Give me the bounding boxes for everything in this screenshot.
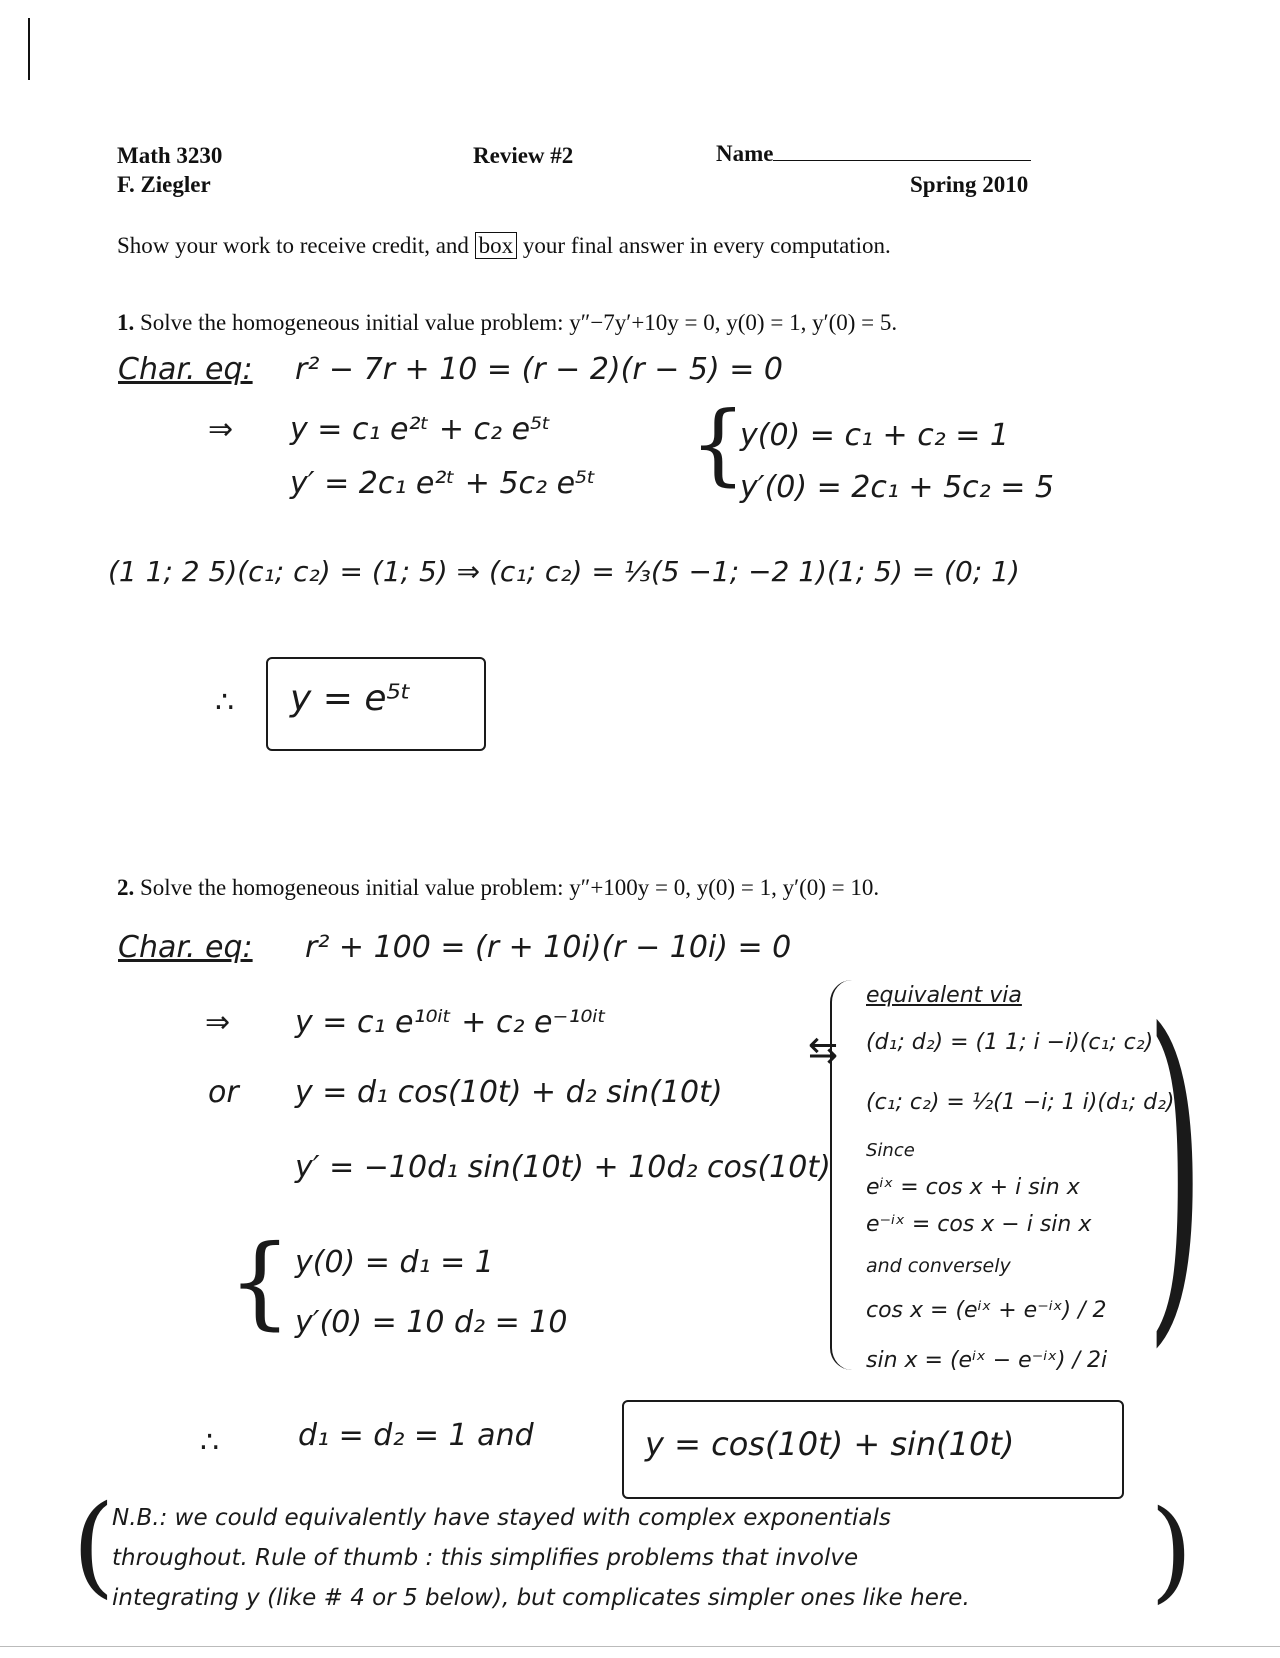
problem-1-char-label: Char. eq: xyxy=(118,352,253,387)
problem-2-text: Solve the homogeneous initial value problem: y″+100y = 0, y(0) = 1, y′(0) = 10. xyxy=(140,875,880,900)
problem-2-char-label: Char. eq: xyxy=(118,930,253,965)
problem-1-matrix-solution: (1 1; 2 5)(c₁; c₂) = (1; 5) ⇒ (c₁; c₂) = ⅓(5 −1; −2 1)(1; 5) = (0; 1) xyxy=(108,555,1020,588)
note-left-paren: ( xyxy=(72,1481,115,1609)
problem-2-side-euler1: eⁱˣ = cos x + i sin x xyxy=(866,1175,1080,1200)
problem-2-complex-solution: y = c₁ e¹⁰ⁱᵗ + c₂ e⁻¹⁰ⁱᵗ xyxy=(295,1005,607,1040)
term-label: Spring 2010 xyxy=(910,172,1029,197)
problem-1-ic2: y′(0) = 2c₁ + 5c₂ = 5 xyxy=(740,470,1054,505)
problem-2-side-title: equivalent via xyxy=(866,983,1022,1008)
problem-2-side-eq2: (c₁; c₂) = ½(1 −i; 1 i)(d₁; d₂) xyxy=(866,1090,1175,1115)
problem-2-answer: y = cos(10t) + sin(10t) xyxy=(645,1425,1015,1463)
problem-1-text: Solve the homogeneous initial value problem: y″−7y′+10y = 0, y(0) = 1, y′(0) = 5. xyxy=(140,310,898,335)
problem-2-real-solution: y = d₁ cos(10t) + d₂ sin(10t) xyxy=(295,1075,723,1110)
problem-1-char-eq: r² − 7r + 10 = (r − 2)(r − 5) = 0 xyxy=(295,352,783,387)
problem-1-prompt xyxy=(117,310,897,336)
problem-2-implies-arrow: ⇒ xyxy=(205,1005,231,1040)
problem-1-ic1: y(0) = c₁ + c₂ = 1 xyxy=(740,418,1010,453)
problem-2-side-since: Since xyxy=(866,1140,915,1161)
instructions-boxed-word: box xyxy=(475,232,518,259)
problem-2-ic2: y′(0) = 10 d₂ = 10 xyxy=(295,1305,568,1340)
problem-2-equiv-arrow: ⇆ xyxy=(808,1030,839,1071)
problem-1-derivative: y′ = 2c₁ e²ᵗ + 5c₂ e⁵ᵗ xyxy=(290,466,596,501)
problem-2-side-euler2: e⁻ⁱˣ = cos x − i sin x xyxy=(866,1212,1092,1237)
review-title: Review #2 xyxy=(473,143,574,168)
problem-2-side-right-paren: ) xyxy=(1146,961,1205,1379)
problem-2-side-conversely: and conversely xyxy=(866,1255,1011,1277)
problem-2-therefore: ∴ xyxy=(200,1425,220,1460)
problem-2-char-eq: r² + 100 = (r + 10i)(r − 10i) = 0 xyxy=(305,930,792,965)
problem-2-derivative: y′ = −10d₁ sin(10t) + 10d₂ cos(10t) xyxy=(295,1150,831,1185)
course-label: Math 3230 xyxy=(117,143,223,168)
problem-2-prompt xyxy=(117,875,879,901)
instructions-after: your final answer in every computation. xyxy=(522,233,891,258)
name-label: Name xyxy=(716,141,774,166)
instructions-before: Show your work to receive credit, and xyxy=(117,233,469,258)
problem-2-side-cos-def: cos x = (eⁱˣ + e⁻ⁱˣ) / 2 xyxy=(866,1298,1107,1323)
problem-2-side-eq1: (d₁; d₂) = (1 1; i −i)(c₁; c₂) xyxy=(866,1030,1154,1055)
problem-2-ic1: y(0) = d₁ = 1 xyxy=(295,1245,494,1280)
page-bottom-rule xyxy=(0,1646,1280,1647)
problem-1-therefore: ∴ xyxy=(215,685,235,720)
problem-1-answer: y = e⁵ᵗ xyxy=(290,678,412,719)
problem-2-number: 2. xyxy=(117,875,135,900)
name-field xyxy=(716,141,1031,167)
note-line-2: throughout. Rule of thumb : this simplifies problems that involve xyxy=(112,1545,859,1571)
name-blank-line xyxy=(773,142,1031,161)
problem-1-number: 1. xyxy=(117,310,135,335)
margin-mark xyxy=(28,18,30,80)
problem-2-system-brace: { xyxy=(228,1223,292,1340)
note-right-paren: ) xyxy=(1150,1486,1193,1614)
problem-2-side-sin-def: sin x = (eⁱˣ − e⁻ⁱˣ) / 2i xyxy=(866,1348,1108,1373)
problem-2-conclusion: d₁ = d₂ = 1 and xyxy=(298,1418,534,1453)
problem-2-or-label: or xyxy=(208,1075,239,1110)
instructor-label: F. Ziegler xyxy=(117,172,211,197)
problem-1-implies-arrow: ⇒ xyxy=(208,412,234,447)
problem-1-general-solution: y = c₁ e²ᵗ + c₂ e⁵ᵗ xyxy=(290,412,551,447)
instructions xyxy=(117,233,891,259)
note-line-1: N.B.: we could equivalently have stayed with complex exponentials xyxy=(112,1505,891,1531)
problem-1-system-brace: { xyxy=(690,392,746,495)
note-line-3: integrating y (like # 4 or 5 below), but complicates simpler ones like here. xyxy=(112,1585,970,1611)
